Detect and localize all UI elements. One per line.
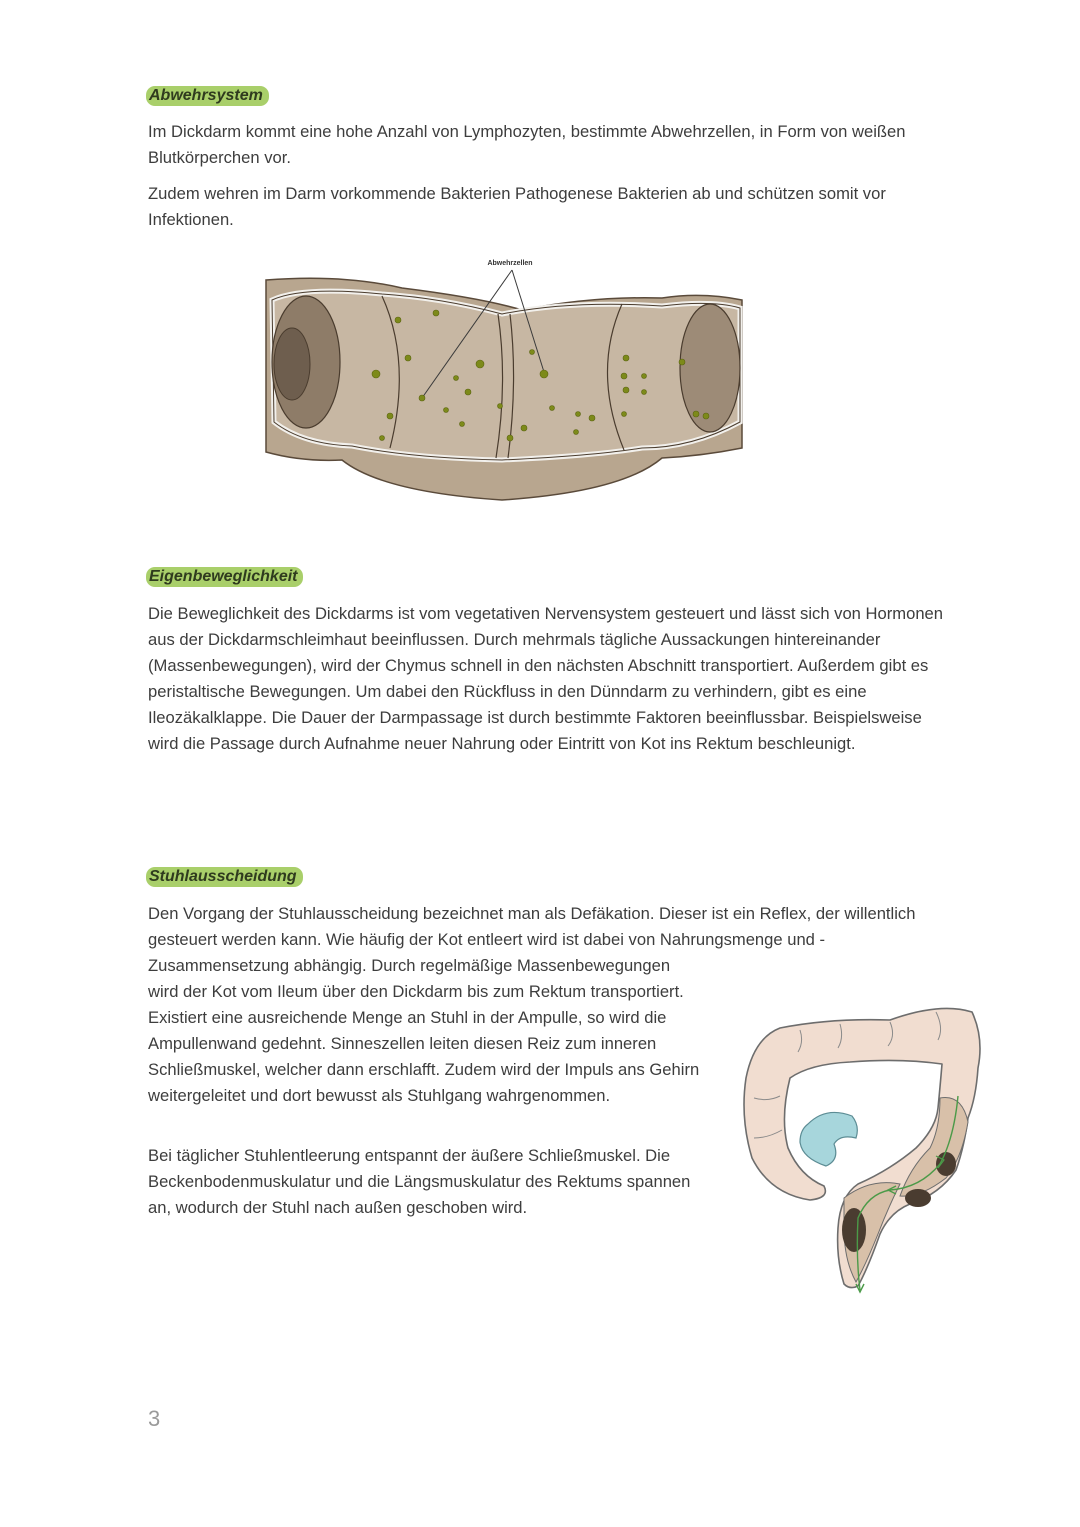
paragraph-stuhl-1b: wird der Kot vom Ileum über den Dickdarm bis zum Rektum transportiert. Existiert eine ausreichende Menge an Stuhl in der Ampulle, so wird die Ampullenwand gedehnt. Sinneszellen leiten diesen Reiz zum inneren Schließmuskel, welcher dann erschlafft. Zudem wird der Impuls ans Gehirn weitergeleitet und dort bewusst als Stuhlgang wahrgenommen.	[148, 982, 700, 1105]
label-abwehrzellen: Abwehrzellen	[487, 260, 533, 267]
paragraph-eigen-1: Die Beweglichkeit des Dickdarms ist vom vegetativen Nervensystem gesteuert und lässt sich von Hormonen aus der Dickdarmschleimhaut beeinflussen. Durch mehrmals tägliche Aussackungen hintereinander (Massenbewegungen), wird der Chymus schnell in den nächsten Abschnitt transportiert. Außerdem gibt es peristaltische Bewegungen. Um dabei den Rückfluss in den Dünndarm zu verhindern, gibt es eine Ileozäkalklappe. Die Dauer der Darmpassage ist durch bestimmte Faktoren beeinflussbar. Beispielsweise wird die Passage durch Aufnahme neuer Nahrung oder Eintritt von Kot ins Rektum beschleunigt.	[148, 604, 944, 753]
page-number: 3	[148, 1406, 161, 1431]
heading-abwehrsystem: Abwehrsystem	[146, 86, 269, 106]
paragraph-abwehr-1: Im Dickdarm kommt eine hohe Anzahl von Lymphozyten, bestimmte Abwehrzellen, in Form von weißen Blutkörperchen vor.	[148, 122, 906, 167]
heading-eigenbeweglichkeit: Eigenbeweglichkeit	[146, 567, 303, 587]
paragraph-stuhl-1a: Den Vorgang der Stuhlausscheidung bezeichnet man als Defäkation. Dieser ist ein Reflex, der willentlich gesteuert werden kann. Wie häufig der Kot entleert wird ist dabei von Nahrungsmenge und -Zusammensetzung abhängig. Durch regelmäßige Massenbewegungen	[148, 904, 916, 975]
paragraph-abwehr-2: Zudem wehren im Darm vorkommende Bakterien Pathogenese Bakterien ab und schützen somit vor Infektionen.	[148, 184, 886, 229]
heading-stuhlausscheidung: Stuhlausscheidung	[146, 867, 303, 887]
paragraph-stuhl-2: Bei täglicher Stuhlentleerung entspannt der äußere Schließmuskel. Die Beckenbodenmuskulatur und die Längsmuskulatur des Rektums spannen an, wodurch der Stuhl nach außen geschoben wird.	[148, 1146, 691, 1217]
large-intestine-illustration	[740, 998, 984, 1298]
colon-section-illustration	[262, 252, 748, 508]
